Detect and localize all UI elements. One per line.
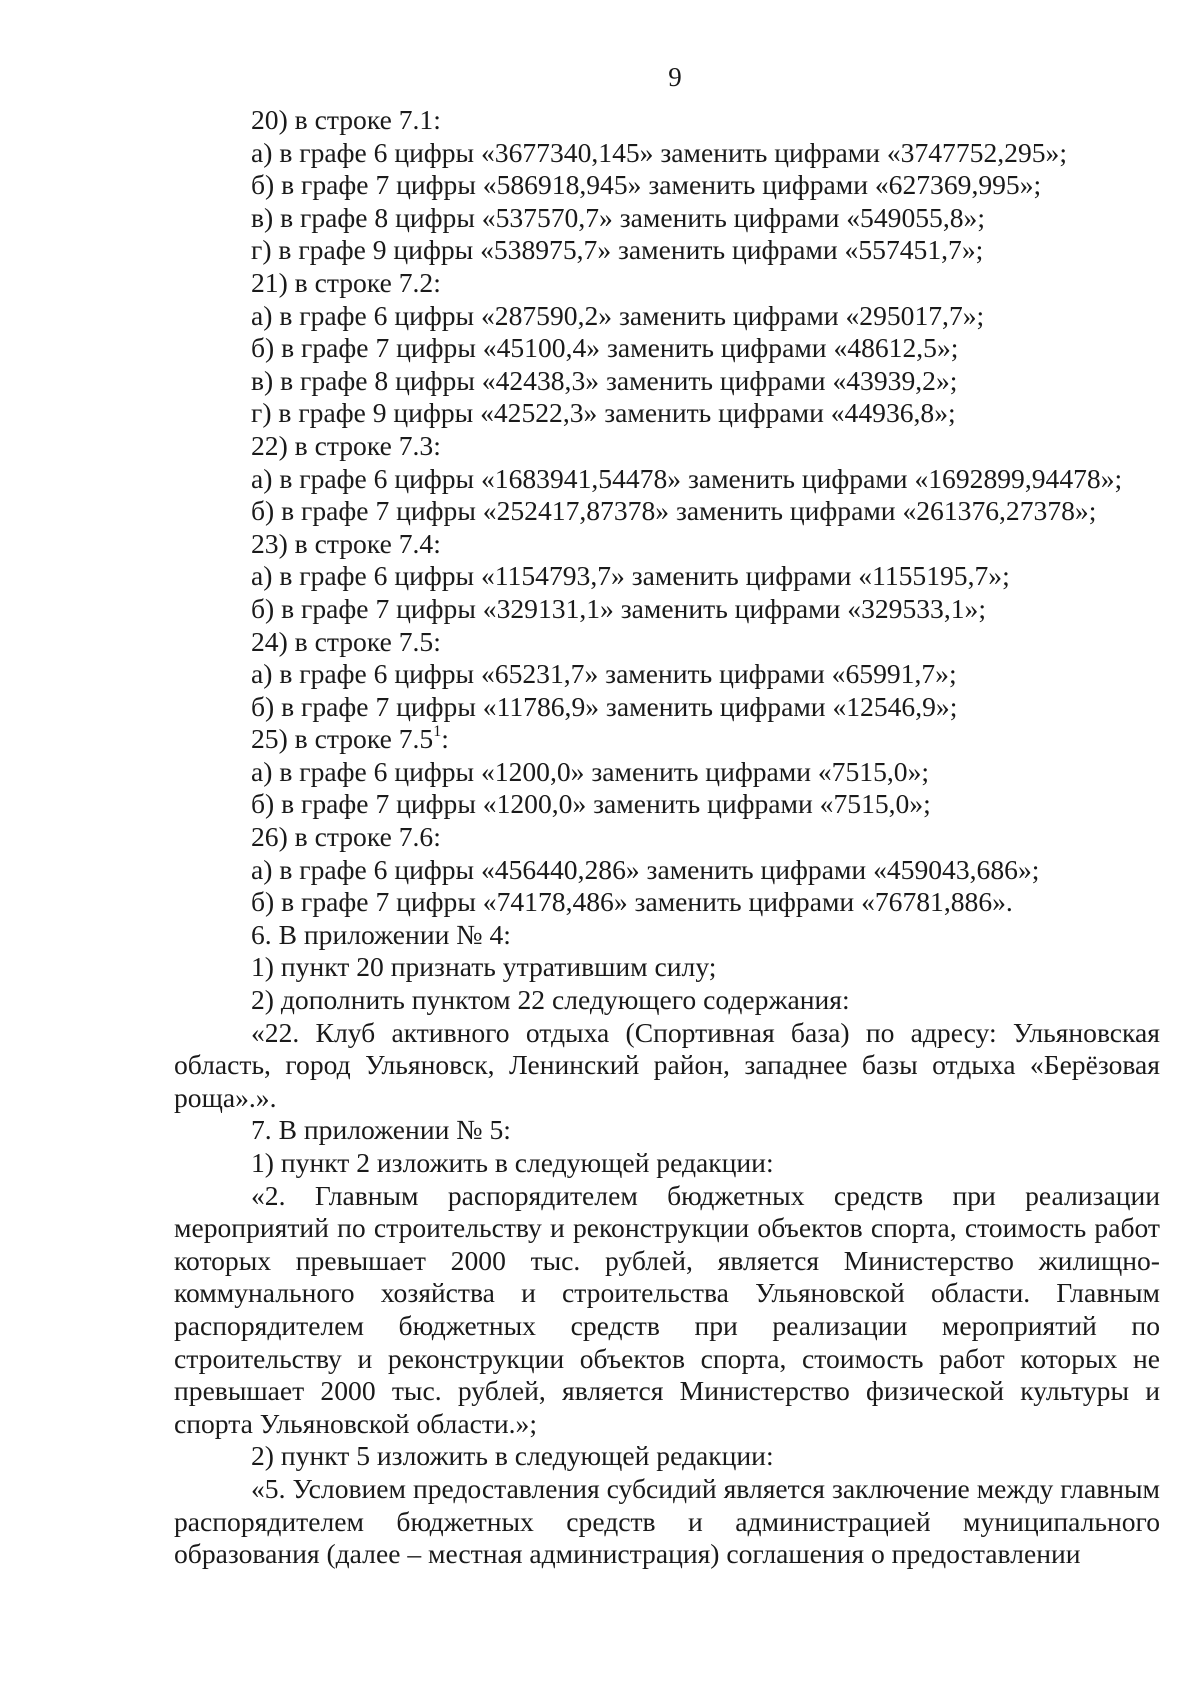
- text-line: а) в графе 6 цифры «1200,0» заменить цифрами «7515,0»;: [251, 755, 930, 787]
- text-line: 23) в строке 7.4:: [251, 527, 441, 559]
- document-body: [174, 104, 1160, 1571]
- text-line: 1) пункт 2 изложить в следующей редакции:: [251, 1147, 774, 1178]
- page-number: 9: [668, 62, 682, 92]
- text-line: а) в графе 6 цифры «1683941,54478» заменить цифрами «1692899,94478»;: [251, 462, 1123, 494]
- superscript: 1: [433, 723, 442, 741]
- text-line: 24) в строке 7.5:: [251, 625, 441, 657]
- text-line: б) в графе 7 цифры «586918,945» заменить цифрами «627369,995»;: [251, 169, 1042, 201]
- text-line: 1) пункт 20 признать утратившим силу;: [251, 951, 717, 983]
- text-line: г) в графе 9 цифры «538975,7» заменить цифрами «557451,7»;: [251, 234, 984, 266]
- text-line: б) в графе 7 цифры «329131,1» заменить цифрами «329533,1»;: [251, 592, 987, 624]
- text-line: б) в графе 7 цифры «252417,87378» заменить цифрами «261376,27378»;: [251, 495, 1097, 527]
- text-line: а) в графе 6 цифры «3677340,145» заменить цифрами «3747752,295»;: [251, 136, 1067, 168]
- text-line: а) в графе 6 цифры «65231,7» заменить цифрами «65991,7»;: [251, 658, 957, 690]
- line-prefix: 25) в строке 7.5: [251, 723, 434, 755]
- text-line: 26) в строке 7.6:: [251, 821, 441, 853]
- text-line: а) в графе 6 цифры «456440,286» заменить цифрами «459043,686»;: [251, 853, 1040, 885]
- text-line: в) в графе 8 цифры «537570,7» заменить цифрами «549055,8»;: [251, 201, 985, 233]
- text-line: б) в графе 7 цифры «74178,486» заменить цифрами «76781,886».: [251, 886, 1013, 918]
- text-line: 2) пункт 5 изложить в следующей редакции:: [251, 1440, 774, 1472]
- text-line: 20) в строке 7.1:: [251, 104, 441, 135]
- text-line: а) в графе 6 цифры «287590,2» заменить цифрами «295017,7»;: [251, 299, 985, 331]
- text-line: 6. В приложении № 4:: [251, 918, 511, 950]
- text-line: б) в графе 7 цифры «11786,9» заменить цифрами «12546,9»;: [251, 690, 958, 722]
- text-line: г) в графе 9 цифры «42522,3» заменить цифрами «44936,8»;: [251, 397, 956, 429]
- text-line: 21) в строке 7.2:: [251, 266, 441, 298]
- text-line: а) в графе 6 цифры «1154793,7» заменить цифрами «1155195,7»;: [251, 560, 1010, 592]
- paragraph-item-5: «5. Условием предоставления субсидий является заключение между главным распорядителем бюджетных средств и администрацией муниципального образования (далее – местная администрация) соглашения о предоставлении: [174, 1472, 1160, 1570]
- text-line: 2) дополнить пунктом 22 следующего содержания:: [251, 984, 850, 1016]
- text-line: 22) в строке 7.3:: [251, 429, 441, 461]
- text-line: б) в графе 7 цифры «45100,4» заменить цифрами «48612,5»;: [251, 332, 959, 364]
- paragraph-item-2: «2. Главным распорядителем бюджетных средств при реализации мероприятий по строительству и реконструкции объектов спорта, стоимость работ которых превышает 2000 тыс. рублей, является Министерство жилищно-коммунального хозяйства и строительства Ульяновской области. Главным распорядителем бюджетных средств при реализации мероприятий по строительству и реконструкции объектов спорта, стоимость работ которых не превышает 2000 тыс. рублей, является Министерство физической культуры и спорта Ульяновской области.»;: [174, 1179, 1160, 1439]
- text-line-row-7-5-1: [174, 723, 1160, 756]
- text-line: б) в графе 7 цифры «1200,0» заменить цифрами «7515,0»;: [251, 788, 931, 820]
- text-line: в) в графе 8 цифры «42438,3» заменить цифрами «43939,2»;: [251, 364, 958, 396]
- line-suffix: :: [441, 723, 449, 755]
- paragraph-item-22: «22. Клуб активного отдыха (Спортивная база) по адресу: Ульяновская область, город Ульяновск, Ленинский район, западнее базы отдыха «Берёзовая роща».».: [174, 1016, 1160, 1113]
- text-line: 7. В приложении № 5:: [251, 1114, 511, 1146]
